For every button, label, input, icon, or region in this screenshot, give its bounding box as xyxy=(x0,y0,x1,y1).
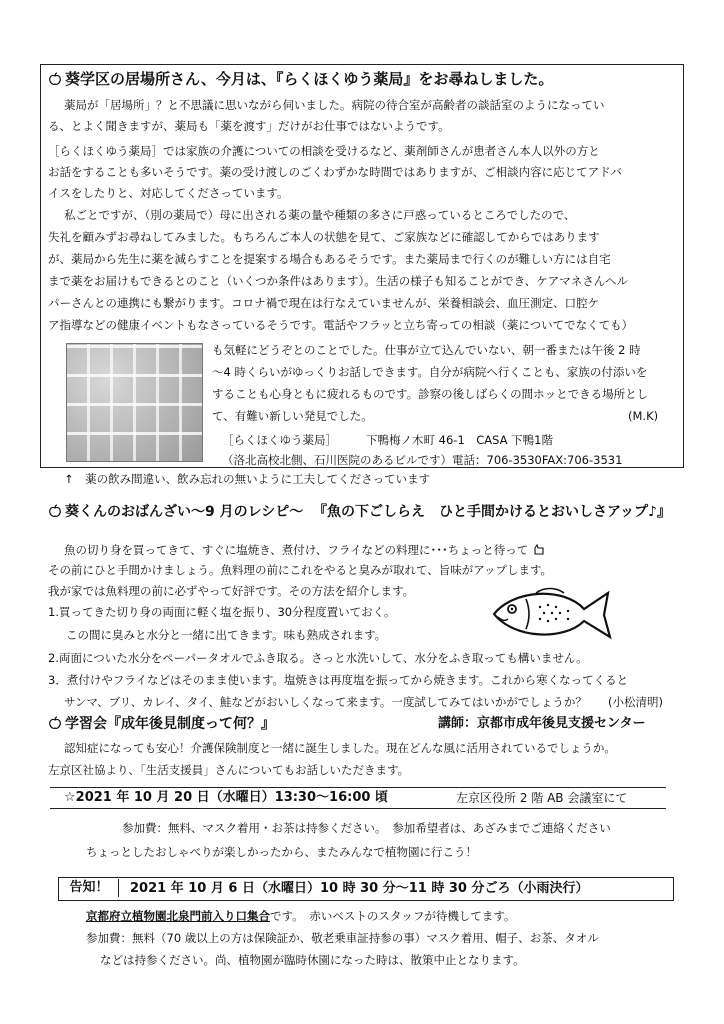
paragraph-line: 1.買ってきた切り身の両面に軽く塩を振り、30分程度置いておく。 xyxy=(48,605,396,619)
recipe-signature: (小松清明) xyxy=(608,695,663,709)
paragraph-line: ア指導などの健康イベントもなさっているそうです。電話やフラッと立ち寄っての相談（薬についてでなくても） xyxy=(48,318,634,332)
paragraph-line: 薬局が「居場所」？と不思議に思いながら伺いました。病院の待合室が高齢者の談話室のようになってい xyxy=(64,98,605,112)
meeting-place: 京都府立植物園北泉門前入り口集合 xyxy=(86,909,270,923)
notice-text: 2021 年 10 月 6 日（水曜日）10 時 30 分～11 時 30 分ごろ（小雨決行） xyxy=(130,881,589,896)
paragraph-line: が、薬局から先生に薬を減らすことを提案する場合もあるそうです。また薬局まで行くのが難しい方には自宅 xyxy=(48,252,611,266)
paragraph-line: 我が家では魚料理の前に必ずやって好評です。その方法を紹介します。 xyxy=(48,584,415,598)
paragraph-line: その前にひと手間かけましょう。魚料理の前にこれをやると臭みが取れて、旨味がアップします。 xyxy=(48,563,553,577)
meeting-line: 京都府立植物園北泉門前入り口集合です。 赤いベストのスタッフが待機してます。 xyxy=(86,909,516,923)
photo-caption: ↑ 薬の飲み間違い、飲み忘れの無いように工夫してくださっています xyxy=(64,472,431,486)
apple-icon xyxy=(48,504,62,518)
paragraph-line: まで薬をお届けもできるとのこと（いくつか条件はあります）。生活の様子も知ることができ、ケアマネさんヘル xyxy=(48,274,629,288)
paragraph-line: お話をすることも多いそうです。薬の受け渡しのごくわずかな時間ではありますが、ご相談内容に応じてアドバ xyxy=(48,165,622,179)
study-session-heading: 学習会『成年後見制度って何？』 xyxy=(48,716,275,732)
apple-icon xyxy=(48,716,62,730)
paragraph-line: 3．煮付けやフライなどはそのまま使います。塩焼きは再度塩を振ってから焼きます。これから寒くなってくると xyxy=(48,673,629,687)
notice-label: 告知！ xyxy=(60,879,119,897)
paragraph-line: も気軽にどうぞとのことでした。仕事が立て込んでいない、朝一番または午後 2 時 xyxy=(212,343,641,357)
fee-line: 参加費：無料（70 歳以上の方は保険証か、敬老乗車証持参の事）マスク着用、帽子、お茶、タオル xyxy=(86,931,599,945)
paragraph-line: サンマ、ブリ、カレイ、タイ、鮭などがおいしくなって来ます。一度試してみてはいかがでしょうか？ xyxy=(64,695,587,709)
paragraph-line: ［らくほくゆう薬局］では家族の介護についての相談を受けるなど、薬剤師さんが患者さん本人以外の方と xyxy=(48,144,600,158)
event-datetime: ☆2021 年 10 月 20 日（水曜日）13:30～16:00 頃 xyxy=(64,790,388,805)
fee-line: などは持参ください。尚、植物園が臨時休園になった時は、散策中止となります。 xyxy=(100,953,525,967)
event-place: 左京区役所 2 階 AB 会議室にて xyxy=(456,791,628,805)
hand-icon xyxy=(532,542,546,556)
paragraph-line: パーさんとの連携にも繋がります。コロナ禍で現在は行なえていませんが、栄養相談会、血圧測定、口腔ケ xyxy=(48,296,600,310)
paragraph-line: 失礼を顧みずお尋ねしてみました。もちろんご本人の状態を見て、ご家族などに確認してからではあります xyxy=(48,230,600,244)
paragraph-line: 私ごとですが、（別の薬局で）母に出される薬の量や種類の多さに戸惑っているところでしたので、 xyxy=(64,208,576,222)
paragraph-line: 2.両面についた水分をペーパータオルでふき取る。さっと水洗いして、水分をふき取っても構いません。 xyxy=(48,651,588,665)
lecturer: 講師：京都市成年後見支援センター xyxy=(438,716,646,731)
paragraph-line: 左京区社協より、「生活支援員」さんについてもお話しいただきます。 xyxy=(48,763,410,777)
pharmacy-photo xyxy=(66,343,203,462)
paragraph-line: 魚の切り身を買ってきて、すぐに塩焼き、煮付け、フライなどの料理に･･･ちょっと待って xyxy=(64,542,549,558)
paragraph-line: イスをしたりと、対応してくださっています。 xyxy=(48,186,289,200)
paragraph-line: この間に臭みと水分と一緒に出てきます。味も熟成されます。 xyxy=(66,628,387,642)
shop-detail: （洛北高校北側、石川医院のあるビルです）電話：706-3530FAX:706-3531 xyxy=(222,453,623,467)
paragraph-line: ～4 時くらいがゆっくりお話しできます。自分が病院へ行くことも、家族の付添いを xyxy=(212,365,648,379)
recipe-heading: 葵くんのおばんざい～9 月のレシピ～ 『魚の下ごしらえ ひと手間かけるとおいしさアップ♪』 xyxy=(48,504,671,520)
paragraph-line: て、有難い新しい発見でした。 xyxy=(212,409,373,423)
paragraph-line: る、とよく聞きますが、薬局も「薬を渡す」だけがお仕事ではないようです。 xyxy=(48,119,450,133)
fee-line: 参加費：無料、マスク着用・お茶は持参ください。 参加希望者は、あざみまでご連絡ください xyxy=(122,821,611,835)
pharmacy-heading: 葵学区の居場所さん、今月は、『らくほくゆう薬局』をお尋ねしました。 xyxy=(48,72,553,87)
fish-illustration-icon xyxy=(484,585,614,643)
garden-intro: ちょっとしたおしゃべりが楽しかったから、またみんなで植物園に行こう！ xyxy=(86,845,477,859)
shop-name: ［らくほくゆう薬局］ xyxy=(222,433,337,447)
shop-address: 下鴨梅ノ木町 46-1 CASA 下鴨1階 xyxy=(366,433,554,447)
article-signature: (M.K) xyxy=(628,409,659,423)
paragraph-line: 認知症になっても安心！介護保険制度と一緒に誕生しました。現在どんな風に活用されているでしょうか。 xyxy=(64,741,616,755)
apple-icon xyxy=(48,72,62,86)
paragraph-line: することも心身ともに疲れるものです。診察の後しばらくの間ホッとできる場所とし xyxy=(212,387,649,401)
